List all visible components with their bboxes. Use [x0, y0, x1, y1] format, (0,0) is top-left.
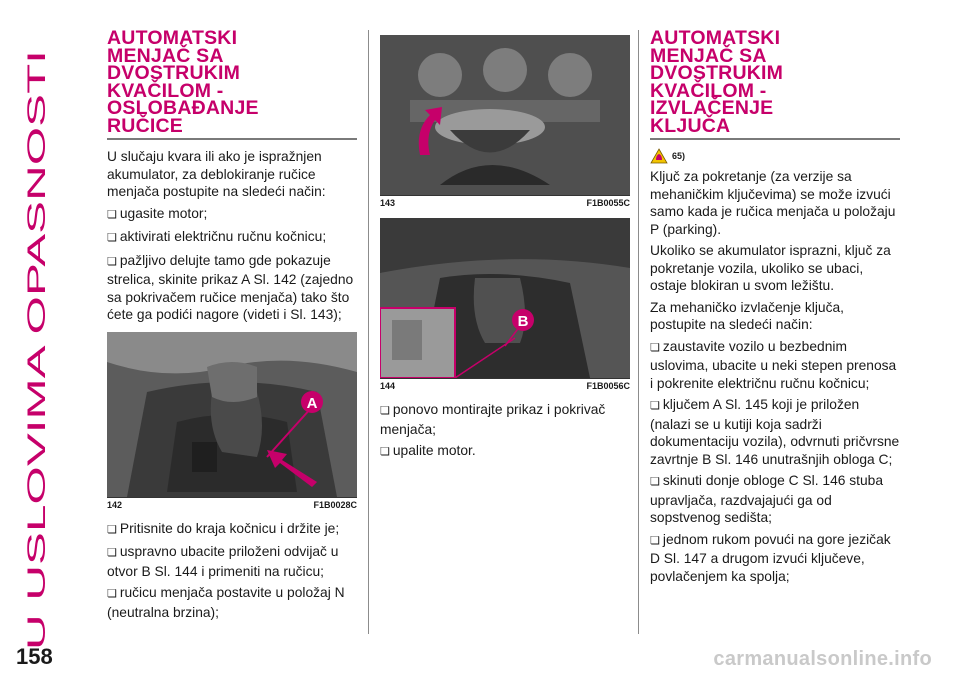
figure-label-a: A — [306, 394, 318, 412]
step-bullet: ❏ ključem A Sl. 145 koji je priložen (nalazi se u kutiji koja sadrži dokumentaciju vozila), odvrnuti pričvrsne zavrtnje B Sl. 146 unutrašnjih obloga C; — [650, 396, 900, 468]
column-key-extraction — [650, 27, 900, 589]
warning-ref-text: 65) — [672, 151, 686, 161]
warning-reference — [650, 148, 900, 164]
step-bullet: ❏ ponovo montirajte prikaz i pokrivač menjača; — [380, 401, 630, 438]
step-bullet: ❏ zaustavite vozilo u bezbednim uslovima, ubacite u neki stepen prenosa i pokrenite električnu ručnu kočnicu; — [650, 338, 900, 393]
page-number: 158 — [16, 644, 53, 669]
figure-number: 142 — [107, 499, 123, 510]
step-bullet: ❏ upalite motor. — [380, 442, 630, 462]
step-bullet: ❏ ručicu menjača postavite u položaj N (neutralna brzina); — [107, 584, 357, 621]
watermark: carmanualsonline.info — [713, 648, 932, 670]
figure-caption — [107, 500, 357, 510]
heading-divider — [107, 138, 357, 140]
section-heading-release-lever: AUTOMATSKI MENJAČ SA DVOSTRUKIM KVAČILOM - OSLOBAĐANJE RUČICE — [107, 27, 259, 137]
body-paragraph: Ukoliko se akumulator isprazni, ključ za pokretanje vozila, ukoliko se ubaci, ostaje blokiran u svom ležištu. — [650, 243, 891, 293]
figure-number: 144 — [380, 381, 396, 391]
column-divider — [638, 30, 639, 634]
gear-lever-photo — [107, 332, 357, 497]
figure-143 — [380, 35, 630, 196]
side-title — [14, 30, 54, 650]
column-divider — [368, 30, 369, 634]
figure-144 — [380, 218, 630, 379]
section-heading-key-extraction: AUTOMATSKI MENJAČ SA DVOSTRUKIM KVAČILOM - IZVLAČENJE KLJUČA — [650, 27, 784, 137]
step-bullet: ❏ jednom rukom povući na gore jezičak D Sl. 147 a drugom izvući ključeve, povlačenjem ka spolja; — [650, 531, 900, 586]
heading-divider — [650, 138, 900, 140]
figure-label-b: B — [517, 313, 529, 330]
body-paragraph: Ključ za pokretanje (za verzije sa mehaničkim ključevima) se može izvući samo kada je ručica menjača u položaju P (parking). — [650, 169, 896, 237]
figure-code: F1B0056C — [586, 381, 630, 391]
screwdriver-insertion-photo — [380, 218, 630, 378]
lever-cover-removal-photo — [380, 35, 630, 195]
figure-caption — [380, 198, 630, 208]
figure-caption — [380, 381, 630, 391]
step-bullet: ❏ ugasite motor; — [107, 205, 357, 225]
figure-code: F1B0028C — [313, 499, 357, 510]
figure-code: F1B0055C — [586, 198, 630, 208]
body-paragraph: Za mehaničko izvlačenje ključa, postupite na sledeći način: — [650, 299, 845, 332]
step-bullet: ❏ Pritisnite do kraja kočnicu i držite je; — [107, 520, 357, 540]
side-title-text: U USLOVIMA OPASNOSTI — [23, 346, 51, 650]
warning-hand-icon — [650, 148, 668, 164]
column-release-lever — [107, 27, 357, 625]
step-bullet: ❏ skinuti donje obloge C Sl. 146 stuba upravljača, razdvajajući ga od sopstvenog sedišta; — [650, 472, 900, 527]
step-bullet: ❏ uspravno ubacite priloženi odvijač u otvor B Sl. 144 i primeniti na ručicu; — [107, 543, 357, 580]
column-figures — [380, 30, 630, 466]
step-bullet: ❏ aktivirati električnu ručnu kočnicu; — [107, 228, 357, 248]
figure-142 — [107, 332, 357, 498]
step-bullet: ❏ pažljivo delujte tamo gde pokazuje strelica, skinite prikaz A Sl. 142 (zajedno sa pokrivačem ručice menjača) tako što ćete ga podići nagore (videti i Sl. 143); — [107, 252, 357, 324]
intro-paragraph: U slučaju kvara ili ako je ispražnjen akumulator, za deblokiranje ručice menjača postupite na sledeći način: — [107, 149, 326, 199]
figure-number: 143 — [380, 198, 396, 208]
